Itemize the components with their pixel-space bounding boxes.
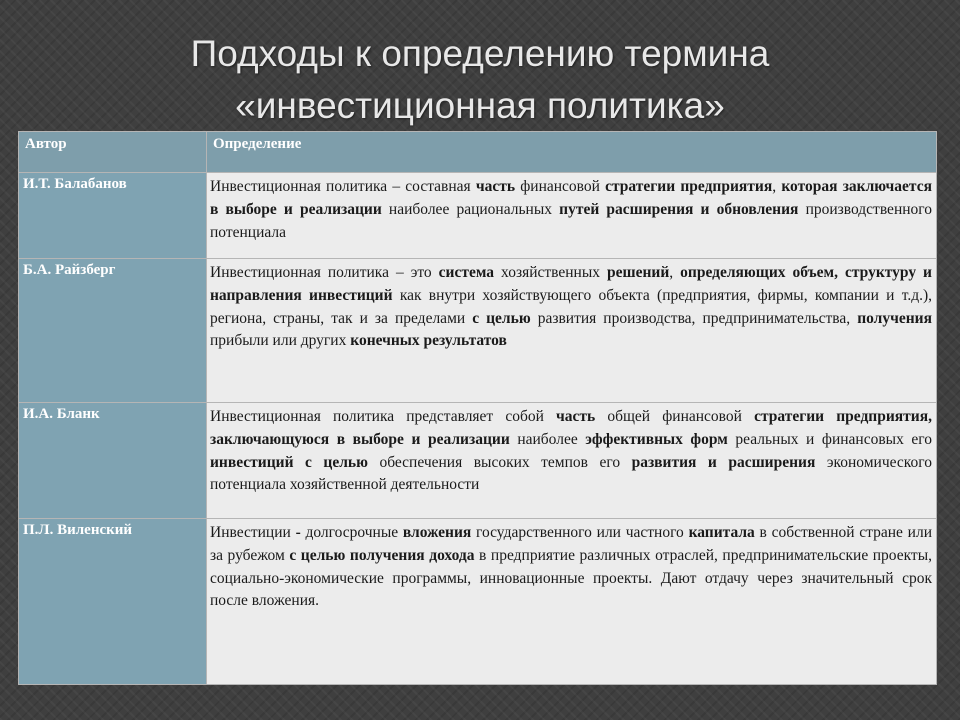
definition-bold-fragment: развития и расширения [631, 453, 816, 471]
definition-bold-fragment: часть [556, 408, 596, 425]
definition-bold-fragment: стратегии предприятия, заключающуюся в выборе и реализации [210, 408, 932, 448]
table-row [19, 519, 937, 685]
table-header-row [19, 132, 937, 173]
definition-bold-fragment: которая заключается в выборе и реализации [210, 178, 932, 218]
definition-bold-fragment: конечных результатов [350, 332, 507, 350]
definition-bold-fragment: система [438, 264, 495, 281]
definition-text-fragment: развития производства, предпринимательства, [530, 309, 858, 327]
definition-text-fragment: прибыли или других [210, 332, 351, 350]
definition-bold-fragment: инвестиций с целью [210, 453, 368, 471]
definition-bold-fragment: вложения [402, 524, 472, 541]
definition-text-fragment: обеспечения высоких темпов его [367, 453, 632, 471]
definition-bold-fragment: с целью [472, 309, 531, 327]
definition-text-fragment: Инвестиционная политика представляет собой [210, 408, 557, 425]
definition-bold-fragment: капитала [688, 524, 755, 541]
definition-text-fragment: государственного или частного [471, 524, 689, 541]
definition-text-fragment: в собственной стране или за рубежом [210, 524, 932, 564]
definition-bold-fragment: стратегии предприятия [605, 178, 773, 195]
definition-bold-fragment: с целью получения дохода [289, 546, 475, 564]
definition-cell [207, 259, 937, 403]
author-cell: П.Л. Виленский [19, 519, 207, 685]
definition-text-fragment: в предприятие различных отраслей, предпринимательские проекты, социально-экономические программы, инновационные проекты. Дают отдачу через значительный срок после вложения. [210, 546, 932, 610]
definition-bold-fragment: определяющих объем, структуру и направления инвестиций [210, 264, 932, 304]
definition-text-fragment: долгосрочные [300, 524, 403, 541]
slide-title-line-2: «инвестиционная политика» [235, 85, 725, 126]
author-cell: И.Т. Балабанов [19, 173, 207, 259]
definition-cell [207, 403, 937, 519]
header-definition: Определение [207, 132, 937, 173]
definition-bold-fragment: - [295, 524, 301, 541]
definition-text-fragment: реальных и финансовых его [727, 430, 932, 448]
definition-text-fragment: хозяйственных [494, 264, 607, 281]
definition-text-fragment: Инвестиции [210, 524, 296, 541]
definition-bold-fragment: получения [857, 309, 932, 327]
definition-text-fragment: Инвестиционная политика – составная [210, 178, 476, 195]
definition-bold-fragment: решений [607, 264, 670, 281]
definition-bold-fragment: эффективных форм [585, 430, 728, 448]
definition-cell [207, 519, 937, 685]
definition-text-fragment: наиболее [509, 430, 586, 448]
table-row [19, 259, 937, 403]
definition-text-fragment: Инвестиционная политика – это [210, 264, 439, 281]
definition-text-fragment: финансовой [515, 178, 606, 195]
definition-text-fragment: общей финансовой [595, 408, 755, 425]
definition-text-fragment: производственного потенциала [210, 200, 932, 241]
table-row [19, 173, 937, 259]
definition-cell [207, 173, 937, 259]
definitions-table [18, 131, 937, 685]
definition-bold-fragment: часть [475, 178, 516, 195]
slide-title-line-1: Подходы к определению термина [190, 33, 770, 74]
definition-text-fragment: , [669, 264, 681, 281]
header-author: Автор [19, 132, 207, 173]
author-cell: И.А. Бланк [19, 403, 207, 519]
author-cell: Б.А. Райзберг [19, 259, 207, 403]
definition-text-fragment: как внутри хозяйствующего объекта (предприятия, фирмы, компании и т.д.), региона, страны, так и за пределами [210, 286, 932, 327]
definition-text-fragment: , [772, 178, 782, 195]
definition-text-fragment: экономического потенциала хозяйственной деятельности [210, 453, 933, 494]
table-row [19, 403, 937, 519]
slide-title [0, 28, 960, 132]
definition-text-fragment: наиболее рациональных [381, 200, 560, 218]
definition-bold-fragment: путей расширения и обновления [559, 200, 799, 218]
